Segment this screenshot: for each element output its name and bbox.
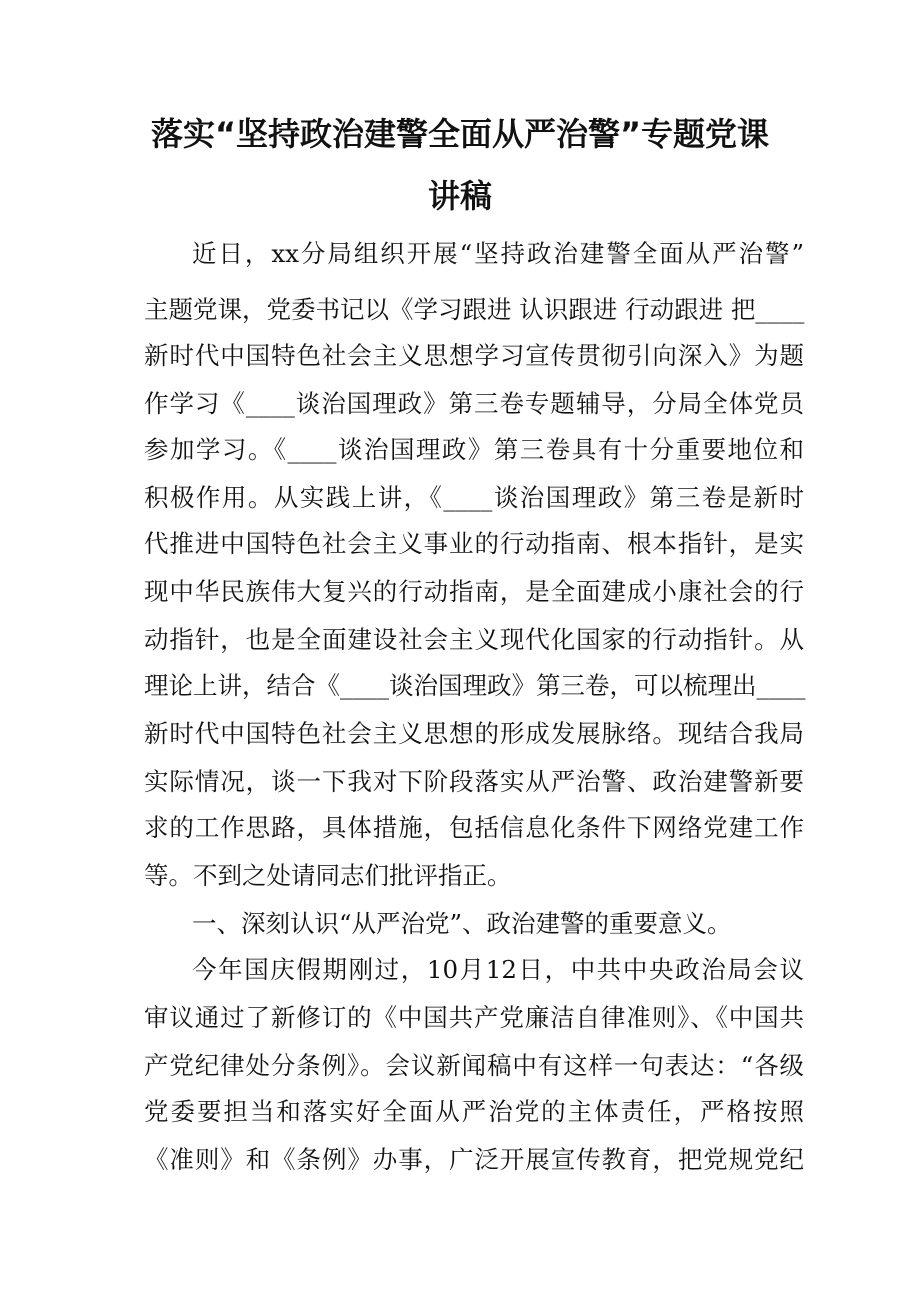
paragraph-line: 今年国庆假期刚过，10月12日，中共中央政治局会议 <box>192 955 804 984</box>
paragraph-line: 实际情况，谈一下我对下阶段落实从严治警、政治建警新要 <box>144 767 804 796</box>
paragraph-line: 代推进中国特色社会主义事业的行动指南、根本指针，是实 <box>144 529 804 558</box>
paragraph-line: 党委要担当和落实好全面从严治党的主体责任，严格按照 <box>144 1097 804 1126</box>
section-heading-1: 一、深刻认识“从严治党”、政治建警的重要意义。 <box>192 909 732 938</box>
paragraph-line: 主题党课，党委书记以《学习跟进 认识跟进 行动跟进 把____ <box>144 295 805 324</box>
paragraph-line: 产党纪律处分条例》。会议新闻稿中有这样一句表达：“各级 <box>144 1051 804 1080</box>
paragraph-line: 参加学习。《____谈治国理政》第三卷具有十分重要地位和 <box>144 435 804 464</box>
paragraph-line: 积极作用。从实践上讲，《____谈治国理政》第三卷是新时 <box>144 483 804 512</box>
document-title-line-1: 落实“坚持政治建警全面从严治警”专题党课 <box>150 115 770 153</box>
paragraph-line: 现中华民族伟大复兴的行动指南，是全面建成小康社会的行 <box>144 577 804 606</box>
paragraph-line: 作学习《____谈治国理政》第三卷专题辅导，分局全体党员 <box>144 389 804 418</box>
paragraph-line: 动指针，也是全面建设社会主义现代化国家的行动指针。从 <box>144 625 804 654</box>
paragraph-line: 审议通过了新修订的《中国共产党廉洁自律准则》、《中国共 <box>144 1003 804 1032</box>
paragraph-line: 理论上讲，结合《____谈治国理政》第三卷，可以梳理出____ <box>144 671 806 700</box>
paragraph-line: 等。不到之处请同志们批评指正。 <box>144 861 512 890</box>
paragraph-line: 新时代中国特色社会主义思想的形成发展脉络。现结合我局 <box>144 719 804 748</box>
paragraph-line: 求的工作思路，具体措施，包括信息化条件下网络党建工作 <box>144 813 804 842</box>
paragraph-line: 新时代中国特色社会主义思想学习宣传贯彻引向深入》为题 <box>144 341 804 370</box>
document-title-line-2: 讲稿 <box>427 177 492 215</box>
paragraph-line: 近日，xx分局组织开展“坚持政治建警全面从严治警” <box>192 239 804 268</box>
paragraph-line: 《准则》和《条例》办事，广泛开展宣传教育，把党规党纪 <box>144 1145 804 1174</box>
